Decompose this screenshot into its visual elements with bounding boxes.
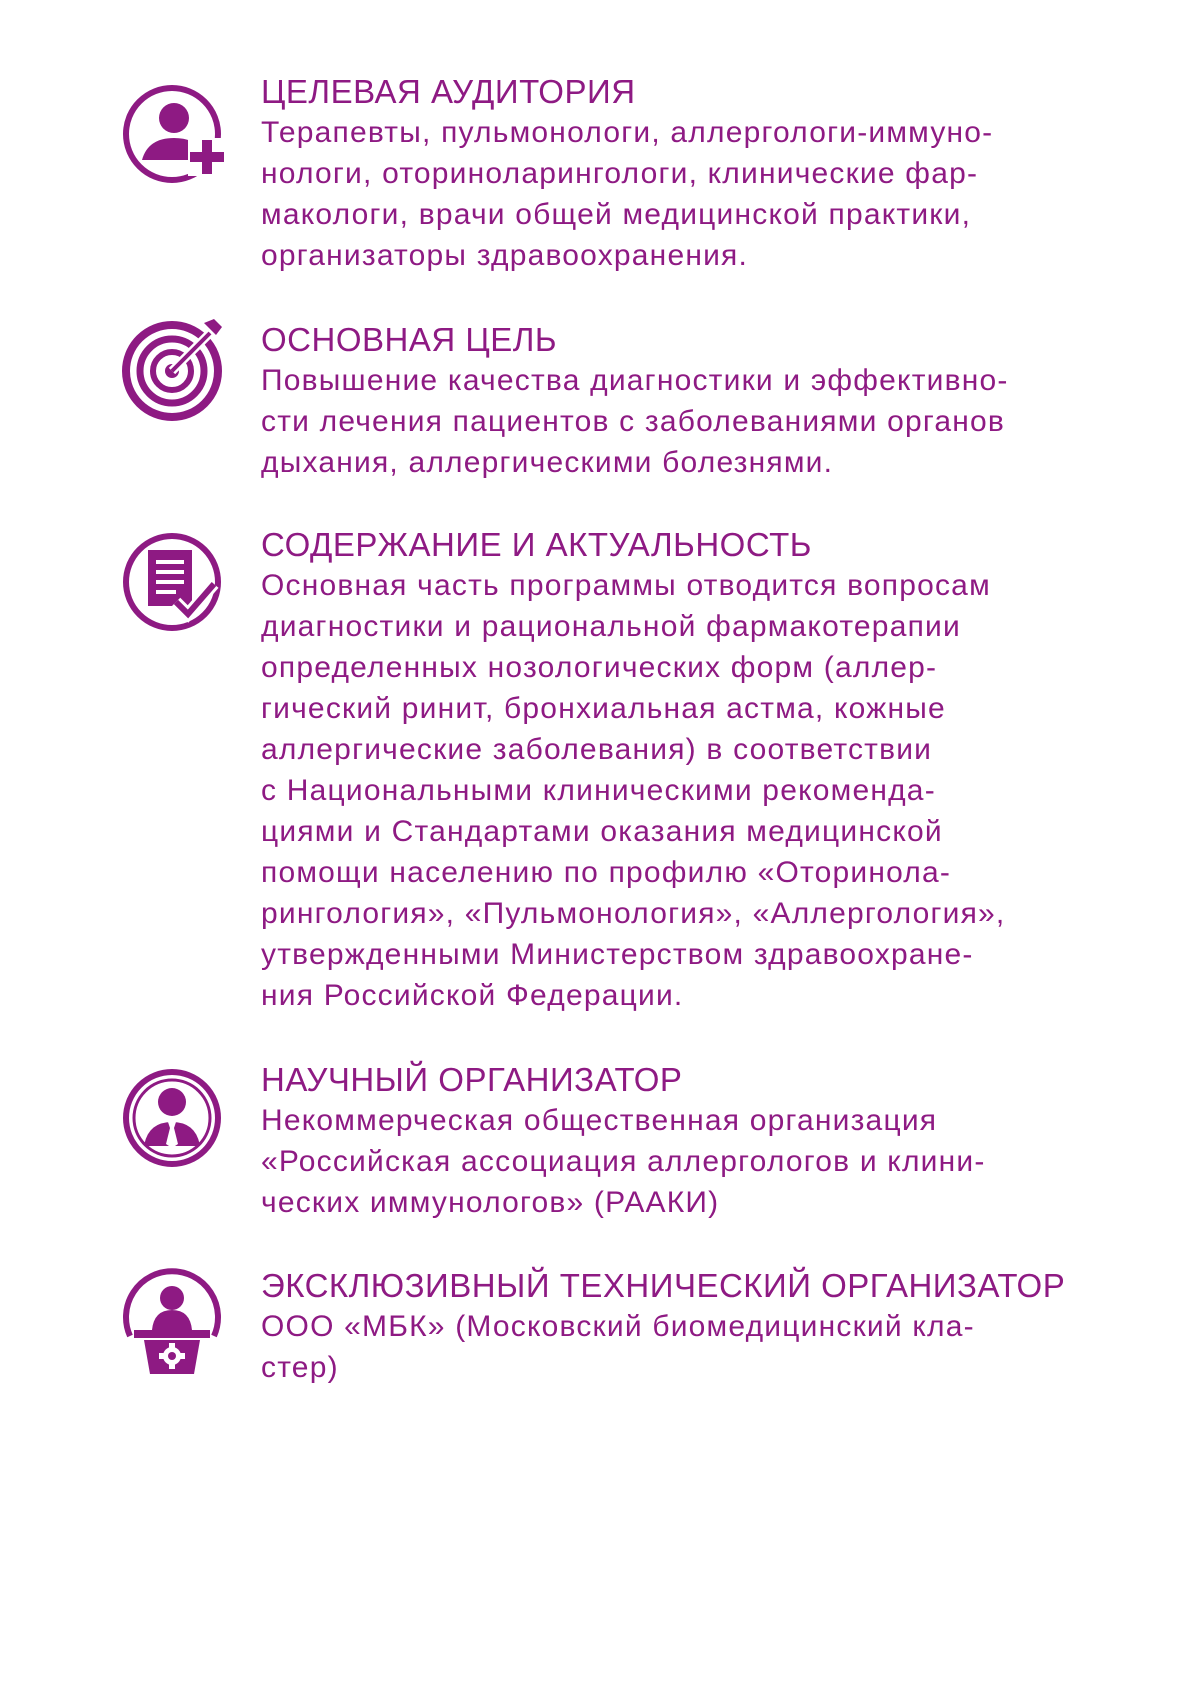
- text-line: нологи, оториноларингологи, клинические фар-: [261, 157, 979, 190]
- text-line: рингология», «Пульмонология», «Аллергология»,: [261, 897, 1006, 930]
- section-title: ЭКСКЛЮЗИВНЫЙ ТЕХНИЧЕСКИЙ ОРГАНИЗАТОР: [261, 1267, 1066, 1304]
- target-icon: [118, 317, 226, 425]
- section-title: СОДЕРЖАНИЕ И АКТУАЛЬНОСТЬ: [261, 526, 812, 563]
- document-check-icon: [118, 528, 226, 636]
- speaker-podium-gear-icon: [118, 1266, 226, 1374]
- text-line: стер): [261, 1351, 339, 1384]
- text-line: с Национальными клиническими рекоменда-: [261, 774, 936, 807]
- text-line: Терапевты, пульмонологи, аллергологи-иммуно-: [261, 116, 994, 149]
- person-plus-icon: [118, 80, 226, 188]
- text-line: ООО «МБК» (Московский биомедицинский кла-: [261, 1310, 975, 1343]
- text-line: аллергические заболевания) в соответствии: [261, 733, 933, 766]
- text-line: определенных нозологических форм (аллер-: [261, 651, 938, 684]
- text-line: макологи, врачи общей медицинской практики,: [261, 198, 972, 231]
- section-content: [261, 72, 1141, 276]
- text-line: диагностики и рациональной фармакотерапии: [261, 610, 961, 643]
- text-line: утвержденными Министерством здравоохране-: [261, 938, 974, 971]
- section-content: [261, 1266, 1141, 1388]
- section-title: ЦЕЛЕВАЯ АУДИТОРИЯ: [261, 73, 636, 110]
- text-line: сти лечения пациентов с заболеваниями органов: [261, 405, 1005, 438]
- text-line: «Российская ассоциация аллергологов и клини-: [261, 1145, 986, 1178]
- section-content: [261, 320, 1141, 483]
- text-line: организаторы здравоохранения.: [261, 239, 749, 272]
- section-content: [261, 1060, 1141, 1223]
- text-line: Повышение качества диагностики и эффективно-: [261, 364, 1009, 397]
- person-tie-icon: [118, 1064, 226, 1172]
- text-line: ния Российской Федерации.: [261, 979, 684, 1012]
- section-content: [261, 525, 1141, 1016]
- section-title: ОСНОВНАЯ ЦЕЛЬ: [261, 321, 558, 358]
- text-line: Некоммерческая общественная организация: [261, 1104, 938, 1137]
- text-line: Основная часть программы отводится вопросам: [261, 569, 991, 602]
- text-line: помощи населению по профилю «Оторинола-: [261, 856, 952, 889]
- text-line: гический ринит, бронхиальная астма, кожные: [261, 692, 946, 725]
- section-title: НАУЧНЫЙ ОРГАНИЗАТОР: [261, 1061, 683, 1098]
- text-line: циями и Стандартами оказания медицинской: [261, 815, 943, 848]
- text-line: дыхания, аллергическими болезнями.: [261, 446, 834, 479]
- text-line: ческих иммунологов» (РААКИ): [261, 1186, 720, 1219]
